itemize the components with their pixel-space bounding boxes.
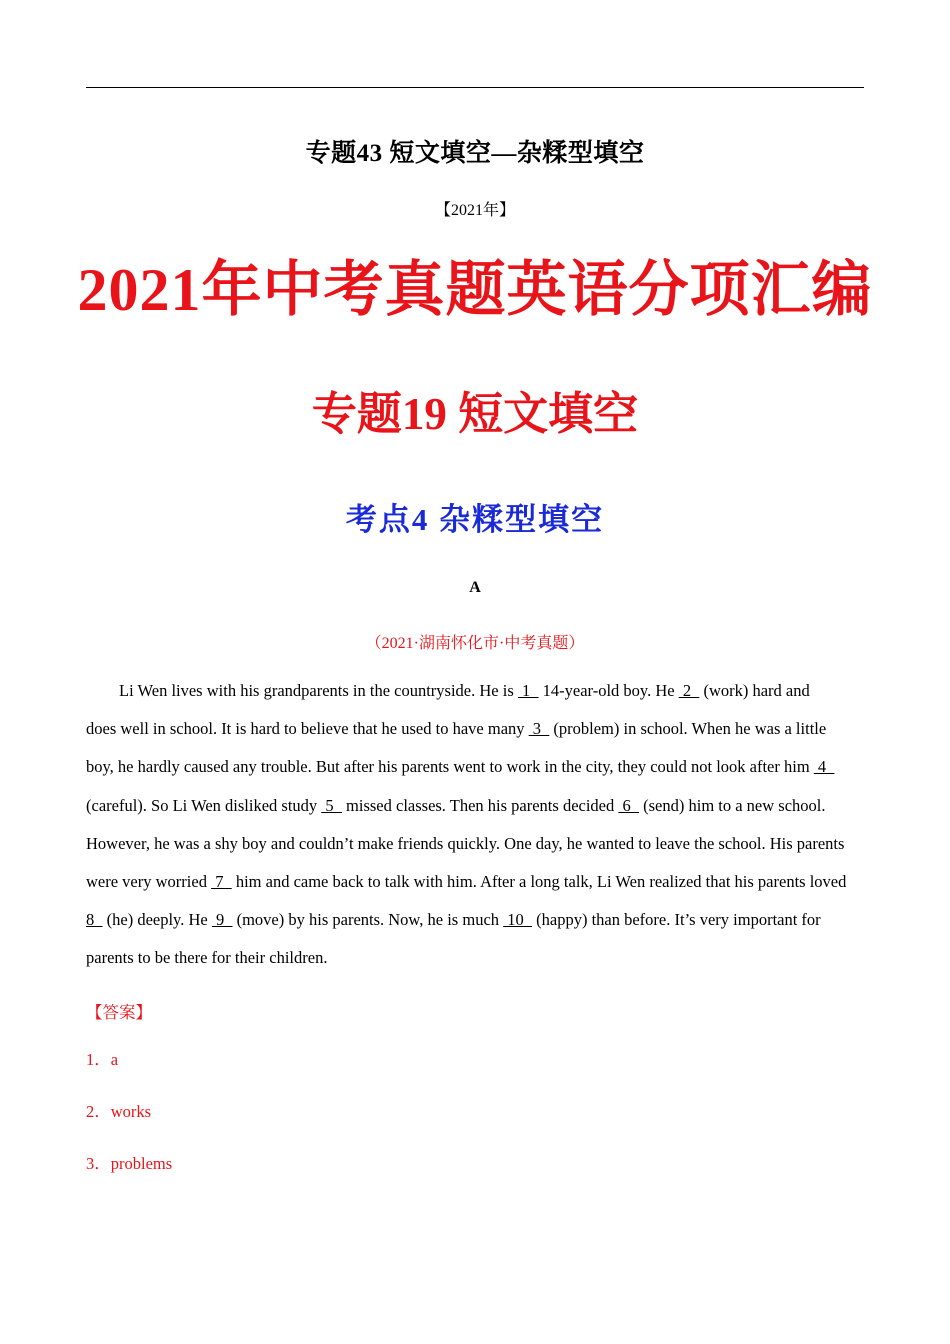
passage-text: (problem) in school. When he was a little	[549, 719, 827, 739]
sub-title: 专题19 短文填空	[311, 389, 639, 439]
passage-text: (send) him to a new school.	[639, 795, 826, 815]
blank-1: 1	[517, 681, 539, 700]
passage-text: him and came back to talk with him. After a long talk, Li Wen realized that his parents loved	[231, 871, 847, 891]
answer-heading: 【答案】	[86, 1003, 152, 1022]
passage-text: boy, he hardly caused any trouble. But after his parents went to work in the city, they could not look after him	[86, 757, 814, 777]
passage-line	[86, 901, 866, 939]
passage-line	[86, 863, 866, 901]
answer-item: 3．problems	[86, 1154, 173, 1173]
source-citation: （2021·湖南怀化市·中考真题）	[365, 635, 585, 652]
passage-line	[86, 825, 866, 863]
passage-text: (happy) than before. It’s very important for	[532, 910, 821, 930]
point-title: 考点4 杂糅型填空	[345, 502, 605, 537]
passage-line	[86, 748, 866, 786]
passage-text: does well in school. It is hard to believe that he used to have many	[86, 719, 529, 739]
header-rule	[86, 87, 864, 88]
passage-line	[86, 672, 866, 710]
section-letter: A	[469, 579, 481, 596]
blank-5: 5	[321, 795, 342, 815]
blank-2: 2	[678, 681, 700, 700]
passage-text: Li Wen lives with his grandparents in the countryside. He is	[119, 681, 518, 700]
passage-text: were very worried	[86, 871, 212, 891]
blank-8: 8	[86, 910, 103, 930]
passage-text: (careful). So Li Wen disliked study	[86, 795, 322, 815]
passage-text: (he) deeply. He	[102, 910, 212, 930]
passage-line	[86, 787, 866, 825]
year-tag: 【2021年】	[434, 202, 515, 219]
blank-6: 6	[618, 795, 639, 815]
blank-10: 10	[503, 910, 533, 930]
answer-item: 1．a	[86, 1050, 119, 1069]
passage	[86, 672, 866, 978]
main-title: 2021年中考真题英语分项汇编	[77, 257, 873, 323]
passage-text: missed classes. Then his parents decided	[341, 795, 619, 815]
passage-text: parents to be there for their children.	[86, 948, 328, 968]
blank-9: 9	[211, 910, 233, 930]
passage-text: (move) by his parents. Now, he is much	[232, 910, 504, 930]
topic-title: 专题43 短文填空—杂糅型填空	[305, 140, 645, 167]
answer-list	[86, 1048, 172, 1204]
blank-7: 7	[211, 871, 232, 891]
passage-text: 14-year-old boy. He	[538, 681, 679, 700]
blank-3: 3	[528, 719, 550, 739]
passage-text: However, he was a shy boy and couldn’t make friends quickly. One day, he wanted to leave the school. His parents	[86, 833, 845, 853]
blank-4: 4	[813, 757, 835, 777]
answer-item: 2．works	[86, 1102, 152, 1121]
passage-text: (work) hard and	[699, 681, 810, 700]
passage-line	[86, 710, 866, 748]
passage-line	[86, 939, 866, 977]
